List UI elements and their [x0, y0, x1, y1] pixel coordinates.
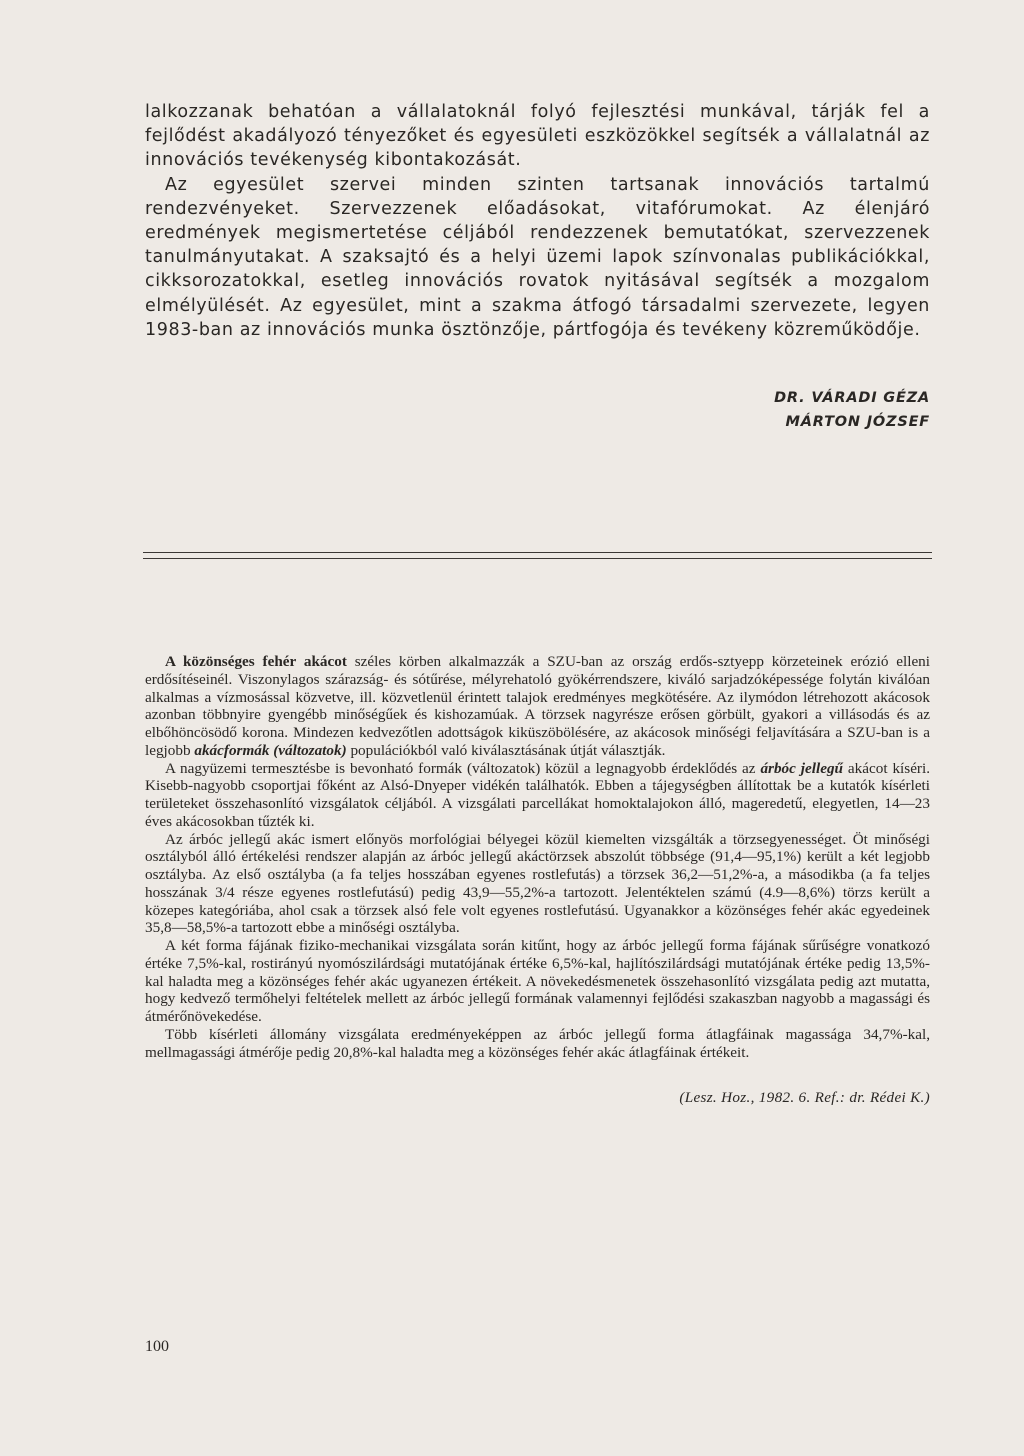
abstract-section [145, 653, 930, 1061]
author-name-1: DR. VÁRADI GÉZA [774, 390, 930, 406]
abstract-paragraph-1 [145, 653, 930, 760]
abstract-text: A nagyüzemi termesztésbe is bevonható formák (változatok) közül a legnagyobb érdeklődés az [165, 759, 761, 777]
abstract-text: populációkból való kiválasztásának útját választják. [346, 741, 666, 759]
abstract-text: széles körben alkalmazzák a SZU-ban az ország erdős-sztyepp körzeteinek erózió elleni erdősítéseinél. Viszonylagos szárazság- és sótűrése, mélyrehatoló gyökérrendszere, kiváló sarjadzóképessége folytán kiválóan alkalmas a vízmosással közvetve, ill. közvetlenül érintett talajok eredményes megkötésére. Az ilymódon létrehozott akácosok azonban többnyire gyengébb minőségűek és kishozamúak. A törzsek nagyrésze erősen görbült, gyakori a villásodás és az elbőhöncösödő korona. Mindezen kedvezőtlen adottságok kiküszöbölésére, az akácosok minőségi feljavítására a SZU-ban is a legjobb [145, 653, 930, 759]
abstract-paragraph-5: Több kísérleti állomány vizsgálata eredményeképpen az árbóc jellegű forma átlagfáinak magassága 34,7%-kal, mellmagassági átmérője pedig 20,8%-kal haladta meg a közönséges fehér akác átlagfáinak értékeit. [145, 1025, 930, 1061]
abstract-paragraph-3: Az árbóc jellegű akác ismert előnyös morfológiai bélyegei közül kiemelten vizsgálták a törzsegyenességet. Öt minőségi osztályból álló értékelési rendszer alapján az árbóc jellegű akáctörzsek abszolút többsége (91,4—95,1%) került a két legjobb osztályba. Az első osztályba (a fa teljes hosszában egyenes rostlefutás) a törzsek 36,2—51,2%-a, a másodikba (a fa teljes hosszának 3/4 része egyenes rostlefutású) pedig 43,9—55,2%-a tartozott. Jelentéktelen számú (4.9—8,6%) törzs került a közepes kategóriába, ahol csak a törzsek alsó fele volt egyenes rostlefutású. Ugyanakkor a közönséges fehér akác egyedeinek 35,8—58,5%-a tartozott ebbe a minőségi osztályba. [145, 830, 930, 937]
abstract-paragraph-2 [145, 760, 930, 831]
author-signature [640, 386, 930, 434]
abstract-italic-term: akácformák (változatok) [194, 741, 347, 759]
abstract-lead-bold: A közönséges fehér akácot [165, 653, 347, 670]
abstract-italic-term: árbóc jellegű [760, 759, 843, 777]
section-divider-top [143, 552, 932, 553]
article-paragraph-2: Az egyesület szervei minden szinten tartsanak innovációs tartalmú rendezvényeket. Szervezzenek előadásokat, vitafórumokat. Az élenjáró eredmények megismertetése céljából rendezzenek bemutatókat, szervezzenek tanulmányutakat. A szaksajtó és a helyi üzemi lapok színvonalas publikációkkal, cikksorozatokkal, esetleg innovációs rovatok nyitásával segítsék a mozgalom elmélyülését. Az egyesület, mint a szakma átfogó társadalmi szervezete, legyen 1983-ban az innovációs munka ösztönzője, pártfogója és tevékeny közreműködője. [145, 174, 930, 340]
author-name-2: MÁRTON JÓZSEF [785, 414, 930, 430]
article-paragraph-1: lalkozzanak behatóan a vállalatoknál folyó fejlesztési munkával, tárják fel a fejlődést akadályozó tényezőket és egyesületi eszközökkel segítsék a vállalatnál az innovációs tevékenység kibontakozását. [145, 102, 930, 171]
page-number: 100 [145, 1338, 169, 1355]
abstract-paragraph-4: A két forma fájának fiziko-mechanikai vizsgálata során kitűnt, hogy az árbóc jellegű forma fájának sűrűségre vonatkozó értéke 7,5%-kal, rostirányú nyomószilárdsági mutatójának értéke 6,5%-kal, hajlítószilárdsági mutatójának értéke pedig 13,5%-kal haladta meg a közönséges fehér akác ugyanezen értékeit. A növekedésmenetek összehasonlító vizsgálata pedig azt mutatta, hogy kedvező termőhelyi feltételek mellett az árbóc jellegű formának valamennyi fejlődési szakaszban nagyobb a magassági és átmérőnövekedése. [145, 937, 930, 1025]
article-ending [145, 100, 930, 342]
section-divider-bottom [143, 558, 932, 559]
source-reference: (Lesz. Hoz., 1982. 6. Ref.: dr. Rédei K.) [679, 1089, 930, 1106]
abstract-text: akácot kíséri. Kisebb-nagyobb csoportjai főként az Alsó-Dnyeper vidékén találhatók. Ebben a tájegységben állítottak be a kutatók kísérleti területeket összehasonlító vizsgálatok céljából. A vizsgálati parcellákat homoktalajokon álló, mageredetű, elegyetlen, 14—23 éves akácosokban tűzték ki. [145, 759, 931, 830]
